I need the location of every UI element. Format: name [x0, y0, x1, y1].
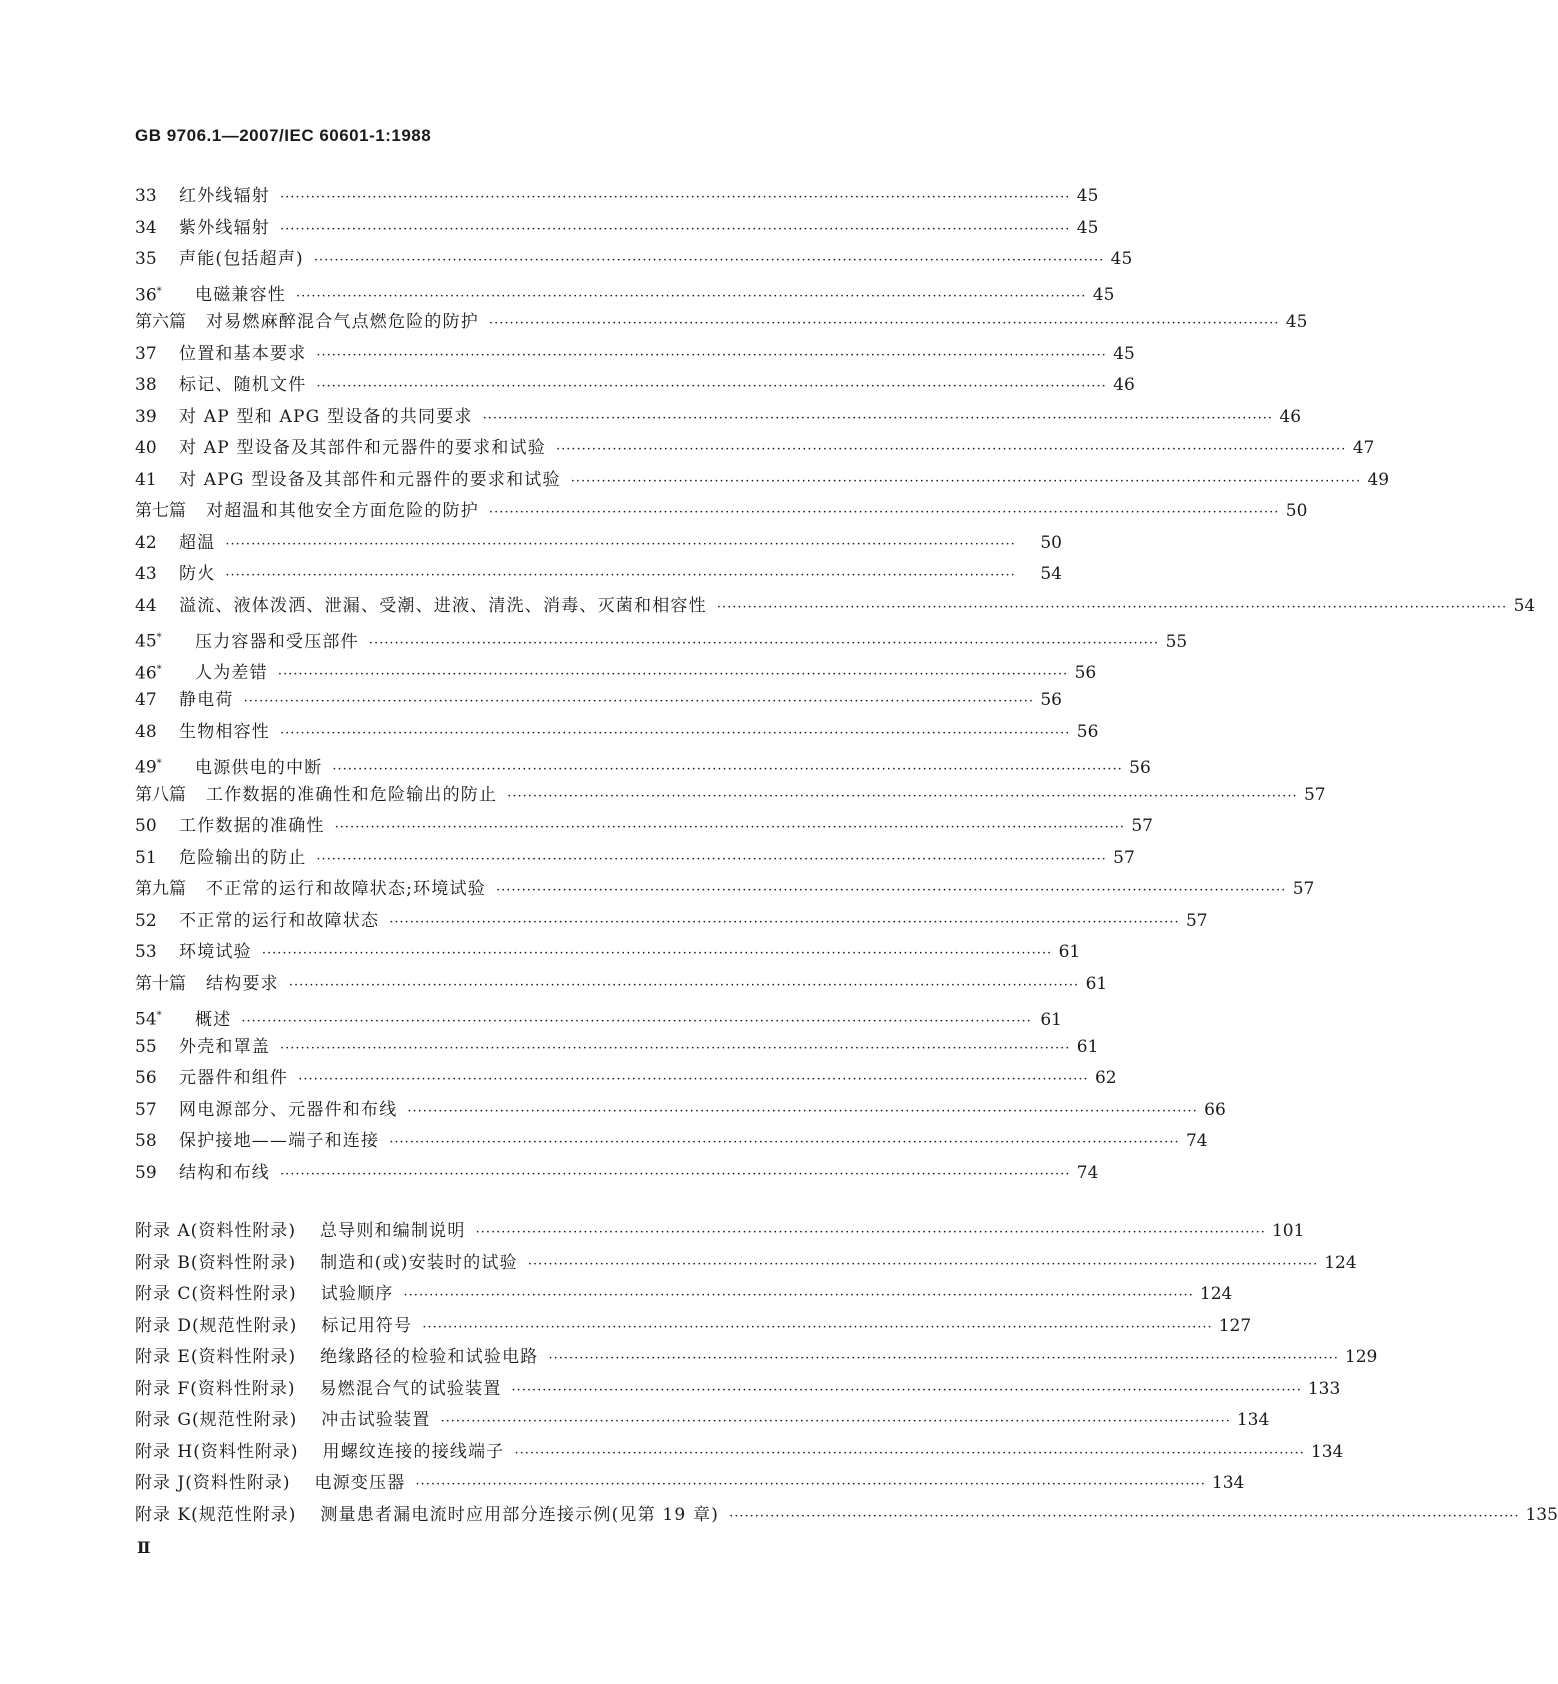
- toc-entry-page: 66: [1204, 1099, 1226, 1120]
- toc-entry-title: 绝缘路径的检验和试验电路: [320, 1347, 539, 1367]
- toc-appendix-entry[interactable]: [135, 1248, 1357, 1280]
- toc-entry-page: 61: [1058, 942, 1081, 962]
- dot-leader: ··························································································································································: [225, 536, 1016, 552]
- toc-main-list: [135, 181, 1536, 1189]
- toc-entry-title: 人为差错: [195, 663, 268, 684]
- toc-entry-title: 紫外线辐射: [179, 217, 270, 238]
- toc-entry-number: 附录 D(规范性附录): [135, 1315, 298, 1336]
- toc-appendix-entry[interactable]: [135, 1405, 1270, 1437]
- toc-appendix-list: [135, 1216, 1558, 1531]
- toc-entry-title: 工作数据的准确性和危险输出的防止: [206, 784, 498, 805]
- dot-leader: ··························································································································································: [280, 190, 1071, 205]
- dot-leader: ··························································································································································: [280, 725, 1071, 741]
- toc-entry-number: 39: [135, 406, 157, 427]
- toc-entry-number: 第六篇: [135, 312, 186, 332]
- dot-leader: ··························································································································································: [316, 379, 1107, 394]
- toc-entry[interactable]: [135, 1063, 1117, 1095]
- toc-entry-page: 55: [1165, 631, 1188, 652]
- dot-leader: ··························································································································································: [489, 505, 1280, 520]
- toc-entry-number: 49*: [135, 757, 162, 778]
- asterisk-mark: *: [156, 632, 162, 643]
- toc-entry-number: 50: [135, 816, 157, 836]
- toc-entry-title: 对超温和其他安全方面危险的防护: [206, 501, 479, 521]
- toc-entry-number: 37: [135, 343, 157, 364]
- toc-entry-number: 44: [135, 595, 157, 616]
- toc-entry[interactable]: [135, 748, 1151, 780]
- toc-entry[interactable]: [135, 339, 1135, 371]
- toc-entry-page: 74: [1185, 1131, 1208, 1151]
- toc-entry-title: 结构和布线: [179, 1162, 270, 1183]
- toc-entry-page: 133: [1307, 1378, 1341, 1399]
- toc-entry-page: 57: [1185, 910, 1208, 931]
- dot-leader: ··························································································································································: [389, 1135, 1180, 1150]
- toc-entry[interactable]: [135, 811, 1153, 843]
- toc-entry-number: 56: [135, 1068, 157, 1088]
- toc-part-heading[interactable]: [135, 969, 1108, 1001]
- toc-entry-page: 134: [1211, 1473, 1245, 1493]
- toc-entry-title: 网电源部分、元器件和布线: [179, 1099, 398, 1120]
- toc-entry-page: 134: [1310, 1441, 1344, 1462]
- dot-leader: ··························································································································································: [403, 1288, 1194, 1303]
- toc-appendix-entry[interactable]: [135, 1468, 1245, 1500]
- toc-entry-number: 第七篇: [135, 501, 186, 521]
- toc-entry-page: 46: [1113, 375, 1135, 395]
- toc-entry[interactable]: [135, 843, 1135, 875]
- toc-entry-number: 38: [135, 375, 157, 395]
- toc-entry-number: 附录 J(资料性附录): [135, 1473, 291, 1493]
- toc-entry-title: 电源变压器: [314, 1473, 406, 1493]
- toc-entry-number: 43: [135, 564, 157, 584]
- toc-entry-title: 测量患者漏电流时应用部分连接示例(见第 19 章): [320, 1504, 720, 1525]
- dot-leader: ··························································································································································: [475, 1225, 1266, 1240]
- toc-entry-number: 40: [135, 438, 157, 458]
- toc-appendix-entry[interactable]: [135, 1311, 1252, 1343]
- toc-appendix-entry[interactable]: [135, 1279, 1233, 1311]
- toc-entry[interactable]: [135, 591, 1536, 623]
- toc-entry-page: 50: [1040, 532, 1062, 553]
- toc-entry[interactable]: [135, 1126, 1208, 1158]
- toc-entry[interactable]: [135, 717, 1099, 749]
- dot-leader: ··························································································································································: [332, 761, 1123, 777]
- toc-entry-page: 57: [1292, 879, 1315, 899]
- toc-entry-number: 42: [135, 532, 157, 553]
- toc-entry-title: 不正常的运行和故障状态: [179, 910, 380, 931]
- document-header: GB 9706.1—2007/IEC 60601-1:1988: [135, 126, 432, 145]
- toc-entry-title: 防火: [179, 564, 216, 584]
- toc-entry-number: 58: [135, 1131, 157, 1151]
- toc-entry-number: 附录 K(规范性附录): [135, 1504, 297, 1525]
- toc-entry-title: 生物相容性: [179, 721, 270, 742]
- dot-leader: ··························································································································································: [334, 820, 1125, 835]
- toc-entry-title: 对 AP 型设备及其部件和元器件的要求和试验: [179, 438, 546, 458]
- toc-entry-title: 试验顺序: [320, 1284, 394, 1304]
- toc-entry-title: 红外线辐射: [179, 186, 270, 206]
- toc-entry-title: 对易燃麻醉混合气点燃危险的防护: [206, 312, 479, 332]
- toc-entry-title: 概述: [195, 1009, 232, 1030]
- toc-entry[interactable]: [135, 402, 1302, 434]
- dot-leader: ··························································································································································: [280, 1166, 1071, 1182]
- toc-entry-page: 49: [1367, 469, 1390, 490]
- toc-entry[interactable]: [135, 622, 1188, 654]
- toc-entry-title: 工作数据的准确性: [179, 816, 325, 836]
- dot-leader: ··························································································································································: [729, 1508, 1520, 1524]
- toc-entry-page: 45: [1285, 312, 1308, 332]
- toc-entry-number: 52: [135, 910, 157, 931]
- dot-leader: ··························································································································································: [313, 253, 1105, 268]
- toc-entry-number: 35: [135, 249, 157, 269]
- toc-entry-title: 标记、随机文件: [179, 375, 307, 395]
- toc-entry-page: 61: [1040, 1009, 1062, 1030]
- toc-entry-page: 61: [1076, 1036, 1099, 1057]
- toc-entry-page: 56: [1129, 757, 1151, 778]
- toc-entry[interactable]: [135, 937, 1081, 969]
- toc-entry-title: 电源供电的中断: [195, 757, 323, 778]
- toc-entry-number: 53: [135, 942, 157, 962]
- toc-entry[interactable]: [135, 1000, 1062, 1032]
- toc-entry-title: 总导则和编制说明: [319, 1221, 466, 1241]
- toc-entry[interactable]: [135, 433, 1375, 465]
- toc-entry-page: 134: [1236, 1410, 1270, 1430]
- toc-entry-title: 外壳和罩盖: [179, 1036, 270, 1057]
- dot-leader: ··························································································································································: [261, 946, 1053, 961]
- toc-entry-page: 124: [1324, 1252, 1357, 1273]
- dot-leader: ··························································································································································: [495, 883, 1287, 898]
- toc-entry-page: 57: [1303, 784, 1326, 805]
- dot-leader: ··························································································································································: [241, 1013, 1032, 1029]
- toc-entry-title: 不正常的运行和故障状态;环境试验: [206, 879, 486, 899]
- dot-leader: ··························································································································································: [507, 788, 1298, 804]
- toc-entry-number: 47: [135, 690, 157, 710]
- toc-entry-page: 45: [1110, 249, 1133, 269]
- toc-entry[interactable]: [135, 559, 1062, 591]
- toc-entry-page: 124: [1199, 1284, 1233, 1304]
- toc-entry-page: 50: [1285, 501, 1308, 521]
- toc-entry-number: 附录 G(规范性附录): [135, 1410, 298, 1430]
- toc-entry-page: 62: [1094, 1068, 1117, 1088]
- dot-leader: ··························································································································································: [422, 1319, 1213, 1335]
- dot-leader: ··························································································································································: [407, 1103, 1198, 1119]
- toc-part-heading[interactable]: [135, 496, 1308, 528]
- dot-leader: ··························································································································································: [570, 473, 1362, 489]
- toc-entry-page: 45: [1076, 217, 1099, 238]
- toc-entry-number: 48: [135, 721, 157, 742]
- dot-leader: ··························································································································································: [296, 289, 1087, 305]
- toc-entry-title: 压力容器和受压部件: [195, 631, 359, 652]
- toc-entry-page: 57: [1113, 847, 1135, 868]
- toc-entry-page: 127: [1218, 1315, 1252, 1336]
- toc-entry-title: 环境试验: [179, 942, 252, 962]
- toc-entry-number: 第九篇: [135, 879, 186, 899]
- toc-entry-title: 静电荷: [179, 690, 234, 710]
- toc-entry-page: 56: [1076, 721, 1099, 742]
- toc-entry[interactable]: [135, 465, 1390, 497]
- dot-leader: ··························································································································································: [511, 1382, 1302, 1398]
- asterisk-mark: *: [156, 1010, 162, 1021]
- toc-entry-page: 56: [1040, 690, 1062, 710]
- toc-entry-title: 冲击试验装置: [321, 1410, 431, 1430]
- toc-entry-number: 附录 H(资料性附录): [135, 1441, 299, 1462]
- toc-entry[interactable]: [135, 276, 1115, 308]
- toc-entry-title: 电磁兼容性: [195, 285, 286, 306]
- toc-entry[interactable]: [135, 181, 1099, 213]
- toc-entry-number: 附录 E(资料性附录): [135, 1347, 297, 1367]
- toc-entry-title: 溢流、液体泼洒、泄漏、受潮、进液、清洗、消毒、灭菌和相容性: [179, 595, 707, 616]
- toc-entry-number: 45*: [135, 631, 162, 652]
- dot-leader: ··························································································································································: [440, 1414, 1231, 1429]
- toc-entry-page: 45: [1076, 186, 1099, 206]
- toc-part-heading[interactable]: [135, 780, 1326, 812]
- toc-entry-number: 54*: [135, 1009, 162, 1030]
- toc-entry-page: 54: [1040, 564, 1062, 584]
- dot-leader: ··························································································································································: [225, 568, 1016, 583]
- toc-appendix-entry[interactable]: [135, 1500, 1558, 1532]
- dot-leader: ··························································································································································: [316, 347, 1107, 363]
- toc-entry[interactable]: [135, 370, 1135, 402]
- toc-entry[interactable]: [135, 244, 1133, 276]
- dot-leader: ··························································································································································: [482, 410, 1274, 426]
- toc-entry-page: 45: [1113, 343, 1135, 364]
- toc-entry-title: 用螺纹连接的接线端子: [322, 1441, 505, 1462]
- toc-entry[interactable]: [135, 654, 1097, 686]
- toc-entry-number: 附录 C(资料性附录): [135, 1284, 297, 1304]
- dot-leader: ··························································································································································: [415, 1477, 1206, 1492]
- dot-leader: ··························································································································································: [280, 221, 1071, 237]
- page-number-footer: Ⅱ: [137, 1538, 151, 1557]
- dot-leader: ··························································································································································: [277, 667, 1069, 683]
- toc-entry[interactable]: [135, 528, 1062, 560]
- toc-entry-page: 101: [1271, 1221, 1305, 1241]
- toc-entry[interactable]: [135, 1158, 1099, 1190]
- toc-entry-number: 第十篇: [135, 973, 186, 994]
- toc-part-heading[interactable]: [135, 874, 1315, 906]
- toc-entry-page: 56: [1074, 663, 1097, 684]
- toc-entry-title: 制造和(或)安装时的试验: [320, 1252, 518, 1273]
- dot-leader: ··························································································································································: [514, 1445, 1305, 1461]
- toc-entry-page: 54: [1513, 595, 1536, 616]
- toc-entry-page: 46: [1279, 406, 1302, 427]
- asterisk-mark: *: [156, 758, 162, 769]
- dot-leader: ··························································································································································: [555, 442, 1347, 457]
- dot-leader: ··························································································································································: [548, 1351, 1339, 1366]
- toc-entry[interactable]: [135, 685, 1062, 717]
- toc-entry-page: 135: [1525, 1504, 1558, 1525]
- dot-leader: ··························································································································································: [243, 694, 1034, 709]
- toc-entry-title: 结构要求: [206, 973, 279, 994]
- toc-entry-page: 61: [1085, 973, 1108, 994]
- toc-appendix-entry[interactable]: [135, 1342, 1378, 1374]
- toc-part-heading[interactable]: [135, 307, 1308, 339]
- dot-leader: ··························································································································································: [716, 599, 1508, 615]
- toc-entry-title: 保护接地——端子和连接: [179, 1131, 380, 1151]
- toc-entry-number: 55: [135, 1036, 157, 1057]
- toc-entry-page: 47: [1352, 438, 1375, 458]
- toc-entry-title: 声能(包括超声): [179, 249, 304, 269]
- toc-appendix-entry[interactable]: [135, 1437, 1344, 1469]
- toc-entry-page: 74: [1076, 1162, 1099, 1183]
- asterisk-mark: *: [156, 285, 162, 297]
- dot-leader: ··························································································································································: [280, 1040, 1071, 1056]
- toc-entry-number: 附录 B(资料性附录): [135, 1252, 297, 1273]
- toc-entry-number: 附录 A(资料性附录): [135, 1221, 296, 1241]
- dot-leader: ··························································································································································: [389, 914, 1180, 930]
- dot-leader: ··························································································································································: [316, 851, 1107, 867]
- dot-leader: ··························································································································································: [298, 1072, 1089, 1087]
- toc-entry-number: 41: [135, 469, 157, 490]
- toc-entry-title: 超温: [179, 532, 216, 553]
- toc-entry-title: 危险输出的防止: [179, 847, 307, 868]
- toc-entry-number: 34: [135, 217, 157, 238]
- toc-entry-number: 33: [135, 186, 157, 206]
- toc-appendix-entry[interactable]: [135, 1374, 1341, 1406]
- toc-entry-title: 对 APG 型设备及其部件和元器件的要求和试验: [179, 469, 561, 490]
- asterisk-mark: *: [156, 663, 162, 675]
- toc-entry-number: 59: [135, 1162, 157, 1183]
- toc-entry-page: 45: [1092, 285, 1115, 306]
- toc-entry-number: 46*: [135, 663, 162, 684]
- toc-entry[interactable]: [135, 906, 1208, 938]
- toc-entry-title: 元器件和组件: [179, 1068, 289, 1088]
- toc-entry-number: 51: [135, 847, 157, 868]
- dot-leader: ··························································································································································: [288, 977, 1080, 993]
- toc-entry-page: 129: [1344, 1347, 1378, 1367]
- toc-entry-title: 易燃混合气的试验装置: [319, 1378, 502, 1399]
- toc-entry-title: 位置和基本要求: [179, 343, 307, 364]
- toc-entry-title: 标记用符号: [321, 1315, 413, 1336]
- dot-leader: ··························································································································································: [368, 635, 1160, 651]
- dot-leader: ··························································································································································: [527, 1256, 1319, 1272]
- toc-entry-number: 第八篇: [135, 784, 186, 805]
- toc-entry-title: 对 AP 型和 APG 型设备的共同要求: [179, 406, 473, 427]
- toc-appendix-entry[interactable]: [135, 1216, 1305, 1248]
- toc-entry[interactable]: [135, 1095, 1226, 1127]
- toc-entry[interactable]: [135, 213, 1099, 245]
- toc-entry-number: 57: [135, 1099, 157, 1120]
- toc-entry-number: 附录 F(资料性附录): [135, 1378, 296, 1399]
- toc-entry-page: 57: [1131, 816, 1153, 836]
- dot-leader: ··························································································································································: [489, 316, 1280, 331]
- toc-entry-number: 36*: [135, 285, 162, 306]
